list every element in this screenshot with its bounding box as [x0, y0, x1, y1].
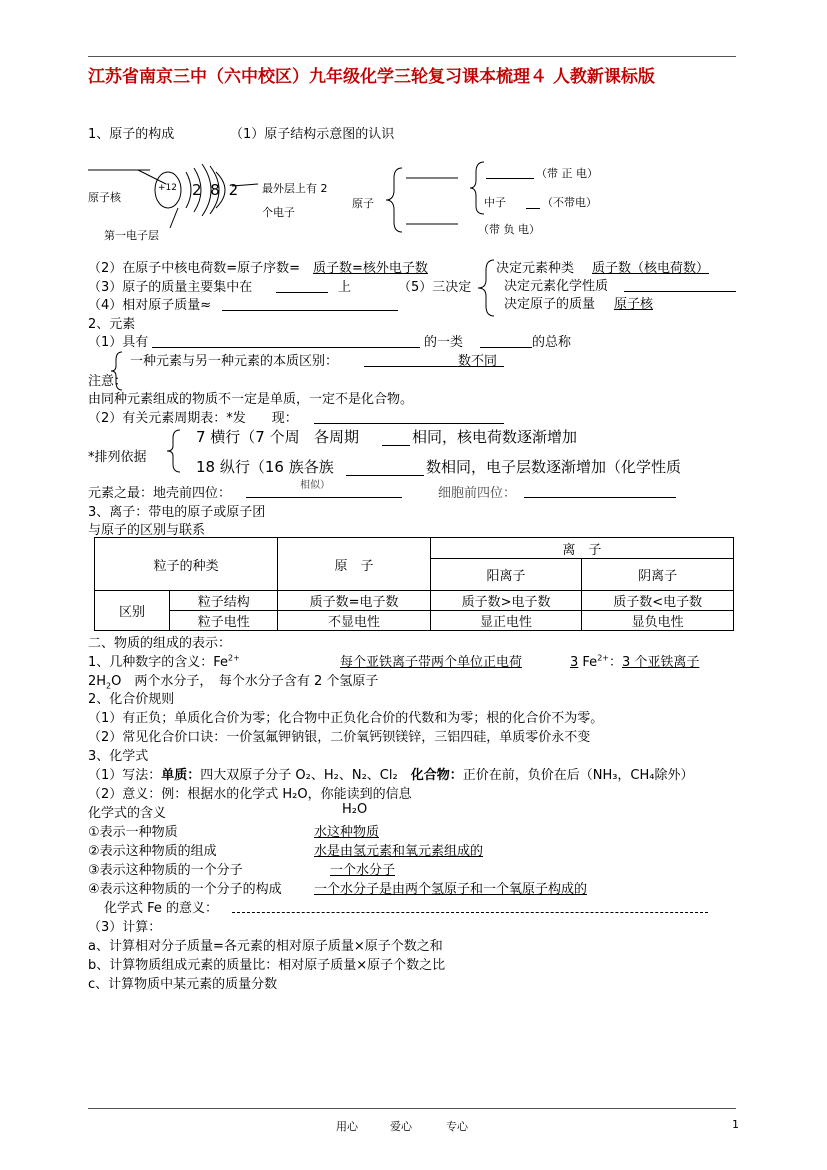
page-number: 1: [732, 1118, 739, 1131]
structure-atom: 质子数=电子数: [278, 591, 430, 611]
element-difference-b: 数不同: [458, 354, 498, 369]
charge-anion: 显负电性: [582, 611, 734, 631]
columns-c: 相似）: [300, 480, 330, 491]
fe2-coefficient: 3: [570, 655, 579, 670]
cell-label: 细胞前四位：: [438, 486, 517, 501]
crust-label: 元素之最：地壳前四位：: [88, 486, 232, 501]
columns-blank: [346, 475, 424, 476]
charge-cation: 显正电性: [430, 611, 582, 631]
cell-blank: [524, 497, 676, 498]
atom-label: 原子: [352, 197, 374, 210]
section-2-heading: 2、元素: [88, 317, 136, 332]
valence-rule-1: （1）有正负；单质化合价为零；化合物中正负化合价的代数和为零；根的化合价不为零。: [88, 711, 604, 726]
meaning-4-label: ④表示这种物质的一个分子的构成: [88, 882, 282, 897]
proton-charge: （带 正 电）: [536, 167, 598, 180]
nucleus-charge: +12: [158, 183, 177, 193]
element-def-c: 的总称: [532, 335, 572, 350]
part-2-heading: 二、物质的组成的表示：: [88, 636, 232, 651]
periodic-table-heading: （2）有关元素周期表：*发 现：: [88, 411, 298, 426]
fe-superscript: 2+: [228, 653, 240, 663]
header-anion: 阴离子: [582, 559, 734, 591]
point-4: （4）相对原子质量≈: [88, 298, 212, 313]
formula-heading: 3、化学式: [88, 749, 149, 764]
footer-motto-2: 爱心: [390, 1120, 412, 1133]
atom-ion-table: [94, 537, 734, 631]
fe2-coef-meaning: 3 个亚铁离子: [622, 655, 700, 670]
fe2-coef: [570, 651, 699, 670]
section-1-subheading: （1）原子结构示意图的认识: [230, 127, 395, 142]
simple-substance-text: 四大双原子分子 O₂、H₂、N₂、Cl₂: [200, 768, 411, 783]
arrangement-basis: *排列依据: [88, 450, 147, 465]
label-first-shell: 第一电子层: [104, 229, 159, 242]
section-3-subheading: 与原子的区别与联系: [88, 523, 206, 538]
structure-cation: 质子数>电子数: [430, 591, 582, 611]
formula-meaning-heading: 化学式的含义: [88, 806, 167, 821]
determine-1-a: 决定元素种类: [496, 261, 575, 276]
h2o-text: O 两个水分子， 每个水分子含有 2 个氢原子: [111, 674, 379, 689]
fe-meaning-label: 化学式 Fe 的意义：: [104, 901, 219, 916]
calculation-heading: （3）计算：: [88, 920, 162, 935]
structure-anion: 质子数<电子数: [582, 591, 734, 611]
formula-writing-label: （1）写法：: [88, 768, 162, 783]
point-2-b: 质子数=核外电子数: [313, 261, 428, 276]
calculation-b: b、计算物质组成元素的质量比：相对原子质量×原子个数之比: [88, 958, 446, 973]
footer-motto-3: 专心: [446, 1120, 468, 1133]
section-1-heading: 1、原子的构成: [88, 127, 175, 142]
structure-label: 粒子结构: [170, 591, 278, 611]
determine-2: 决定元素化学性质: [504, 279, 609, 294]
rows-blank: [382, 445, 410, 446]
fe2-superscript: 2+: [597, 653, 609, 663]
formula-writing: [88, 764, 694, 783]
compound-label: 化合物：: [410, 768, 463, 783]
proton-blank: [486, 178, 534, 179]
rows-b: 各周期: [314, 428, 360, 446]
footer-motto-1: 用心: [336, 1120, 358, 1133]
element-def-a: （1）具有: [88, 335, 149, 350]
outer-shell-note-1: 最外层上有 2: [262, 182, 328, 195]
compound-text: 正价在前，负价在后（NH₃，CH₄除外）: [462, 768, 694, 783]
fe-meaning-blank: [232, 912, 708, 913]
label-nucleus: 原子核: [88, 191, 121, 204]
calculation-c: c、计算物质中某元素的质量分数: [88, 977, 278, 992]
element-def-b: 的一类: [424, 335, 464, 350]
difference-label: 区别: [95, 591, 170, 631]
rows-a: 7 横行（7 个周: [196, 428, 300, 446]
element-difference-a: 一种元素与另一种元素的本质区别：: [130, 354, 339, 369]
meaning-3-answer: 一个水分子: [330, 863, 396, 878]
simple-substance-label: 单质：: [161, 768, 201, 783]
electron-charge: （带 负 电）: [478, 223, 540, 236]
valence-rule-2: （2）常见化合价口诀：一价氢氟钾钠银，二价氧钙钡镁锌，三铝四硅，单质零价永不变: [88, 730, 591, 745]
point-3-blank: [276, 292, 328, 293]
header-particle: 粒子的种类: [95, 538, 278, 591]
neutron-charge: （不带电）: [542, 196, 597, 209]
fe2-meaning: 每个亚铁离子带两个单位正电荷: [340, 655, 523, 670]
discovery-blank: [314, 423, 504, 424]
point-2-a: （2）在原子中核电荷数=原子序数=: [88, 261, 301, 276]
meaning-1-answer: 水这种物质: [314, 825, 380, 840]
fe2-symbol: Fe: [578, 655, 598, 670]
basis-brace: [164, 428, 184, 474]
point-3-b: 上: [338, 280, 352, 295]
header-atom: 原 子: [278, 538, 430, 591]
formula-meaning-intro: （2）意义：例：根据水的化学式 H₂O，你能读到的信息: [88, 787, 412, 802]
valence-heading: 2、化合价规则: [88, 692, 175, 707]
crust-blank: [246, 497, 402, 498]
columns-b: 数相同，电子层数逐渐增加（化学性质: [426, 458, 682, 476]
meaning-2-label: ②表示这种物质的组成: [88, 844, 217, 859]
rows-c: 相同，核电荷数逐渐增加: [412, 428, 578, 446]
document-title: 江苏省南京三中（六中校区）九年级化学三轮复习课本梳理４ 人教新课标版: [88, 67, 655, 87]
section-3-heading: 3、离子：带电的原子或原子团: [88, 505, 266, 520]
footer-rule: [88, 1108, 736, 1109]
electron-shells: 2 8 2: [192, 181, 241, 199]
formula-meaning-h2o: H₂O: [342, 802, 368, 817]
determine-3-b: 原子核: [614, 297, 654, 312]
header-cation: 阳离子: [430, 559, 582, 591]
determine-3-a: 决定原子的质量: [504, 297, 596, 312]
determine-2-blank: [624, 291, 736, 292]
meaning-2-answer: 水是由氢元素和氧元素组成的: [314, 844, 484, 859]
element-def-blank-2: [480, 347, 532, 348]
element-def-blank-1: [152, 347, 420, 348]
point-3-a: （3）原子的质量主要集中在: [88, 280, 253, 295]
meaning-1-label: ①表示一种物质: [88, 825, 178, 840]
point-4-blank: [222, 310, 398, 311]
meaning-3-label: ③表示这种物质的一个分子: [88, 863, 243, 878]
charge-label: 粒子电性: [170, 611, 278, 631]
outer-shell-note-2: 个电子: [262, 206, 295, 219]
numbers-meaning: [88, 651, 240, 670]
h2o-subscript: 2: [106, 681, 112, 691]
neutron-blank: [526, 208, 540, 209]
note-text: 由同种元素组成的物质不一定是单质，一定不是化合物。: [88, 392, 414, 407]
charge-atom: 不显电性: [278, 611, 430, 631]
columns-a: 18 纵行（16 族各族: [196, 458, 334, 476]
calculation-a: a、计算相对分子质量=各元素的相对原子质量×原子个数之和: [88, 939, 443, 954]
point-5: （5）三决定: [398, 280, 472, 295]
header-ion: 离 子: [430, 538, 733, 559]
neutron-label: 中子: [484, 196, 506, 209]
meaning-4-answer: 一个水分子是由两个氢原子和一个氧原子构成的: [314, 882, 588, 897]
header-rule: [88, 56, 736, 57]
determine-1-b: 质子数（核电荷数）: [592, 261, 710, 276]
h2o-h: 2H: [88, 674, 107, 689]
numbers-meaning-label: 1、几种数字的含义：Fe: [88, 655, 229, 670]
note-label: 注意：: [88, 374, 128, 389]
fe2-colon: ：: [608, 655, 622, 670]
